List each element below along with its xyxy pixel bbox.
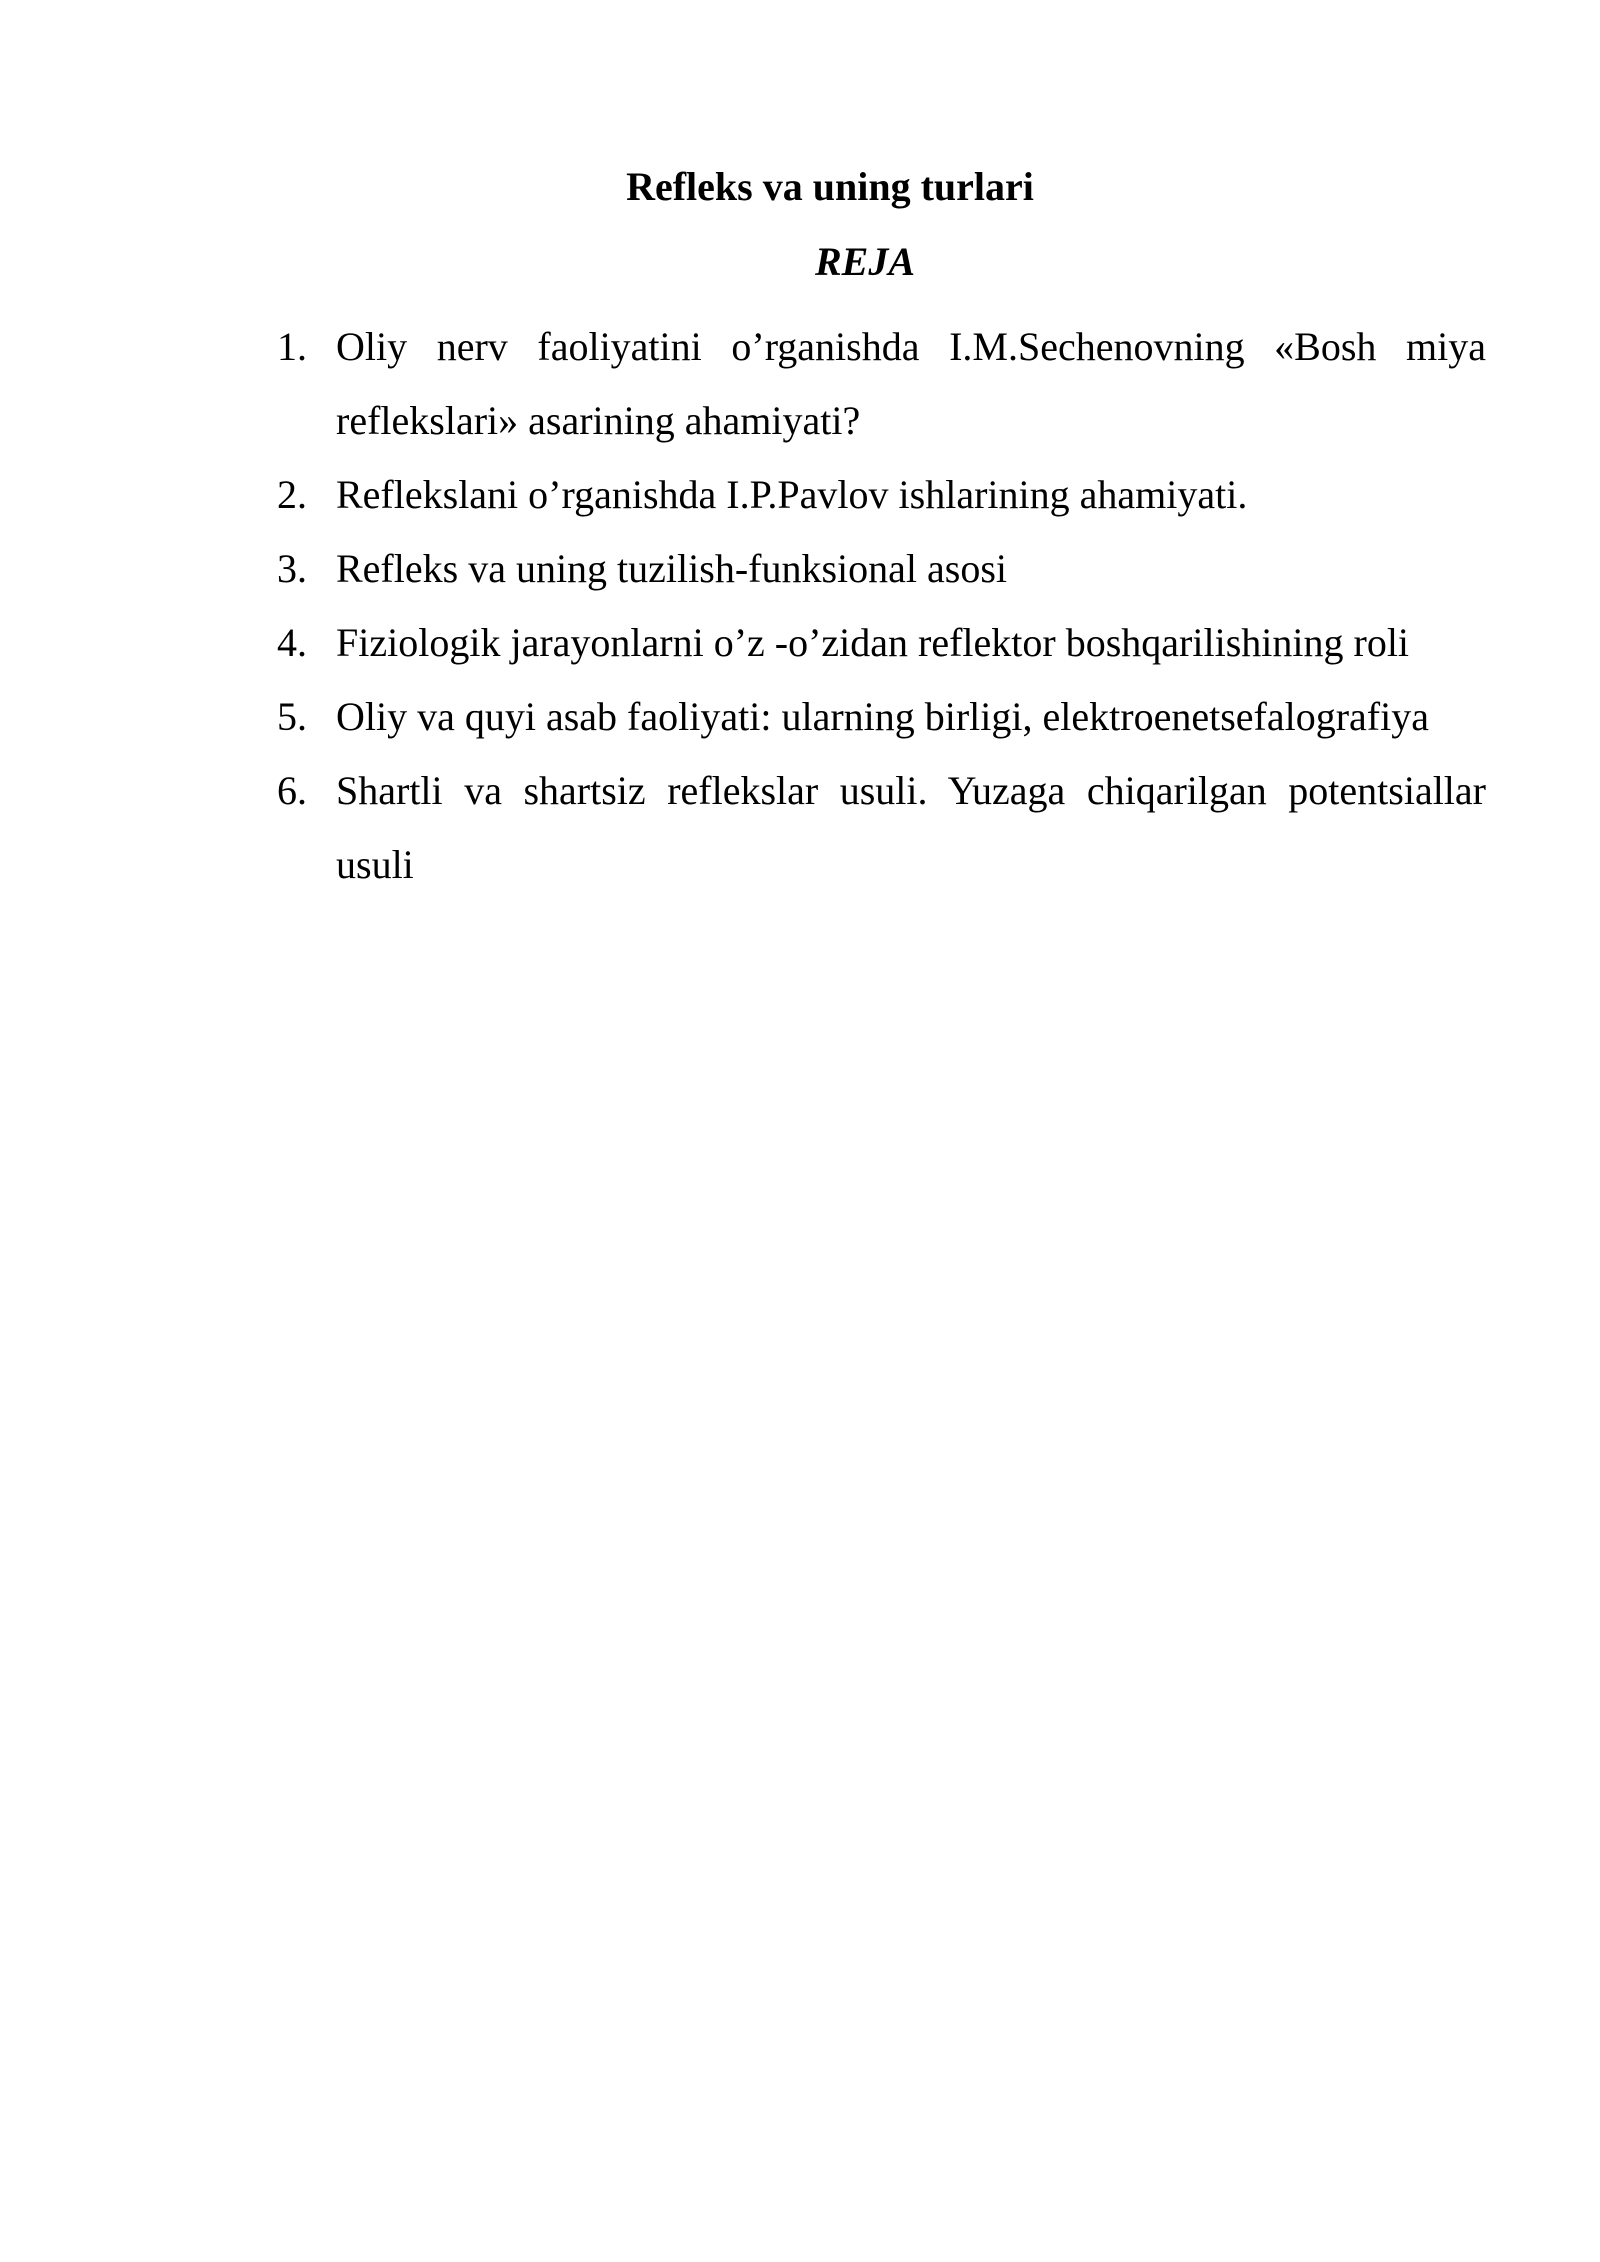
- plan-list: [272, 310, 1486, 902]
- plan-item: [272, 310, 1486, 458]
- plan-item: [272, 458, 1486, 532]
- plan-item: [272, 680, 1486, 754]
- plan-item-text: Refleks va uning tuzilish-funksional asosi: [336, 546, 1008, 591]
- plan-item-number: 1.: [277, 324, 307, 369]
- plan-heading: REJA: [814, 239, 916, 284]
- plan-item: [272, 606, 1486, 680]
- plan-item-number: 5.: [277, 694, 307, 739]
- plan-item-number: 3.: [277, 546, 307, 591]
- plan-item-text: Oliy va quyi asab faoliyati: ularning birligi, elektroenetsefalografiya: [336, 694, 1429, 739]
- plan-item-text: Fiziologik jarayonlarni o’z -o’zidan reflektor boshqarilishining roli: [336, 620, 1410, 665]
- plan-item: [272, 532, 1486, 606]
- plan-item-text: Oliy nerv faoliyatini o’rganishda I.M.Sechenovning «Bosh miya reflekslari» asarining ahamiyati?: [336, 324, 1486, 443]
- plan-item-text: Reflekslani o’rganishda I.P.Pavlov ishlarining ahamiyati.: [336, 472, 1248, 517]
- plan-item-text: Shartli va shartsiz reflekslar usuli. Yuzaga chiqarilgan potentsiallar usuli: [336, 768, 1486, 887]
- plan-item: [272, 754, 1486, 902]
- plan-item-number: 6.: [277, 768, 307, 813]
- document-title: Refleks va uning turlari: [626, 164, 1034, 209]
- plan-item-number: 2.: [277, 472, 307, 517]
- plan-item-number: 4.: [277, 620, 307, 665]
